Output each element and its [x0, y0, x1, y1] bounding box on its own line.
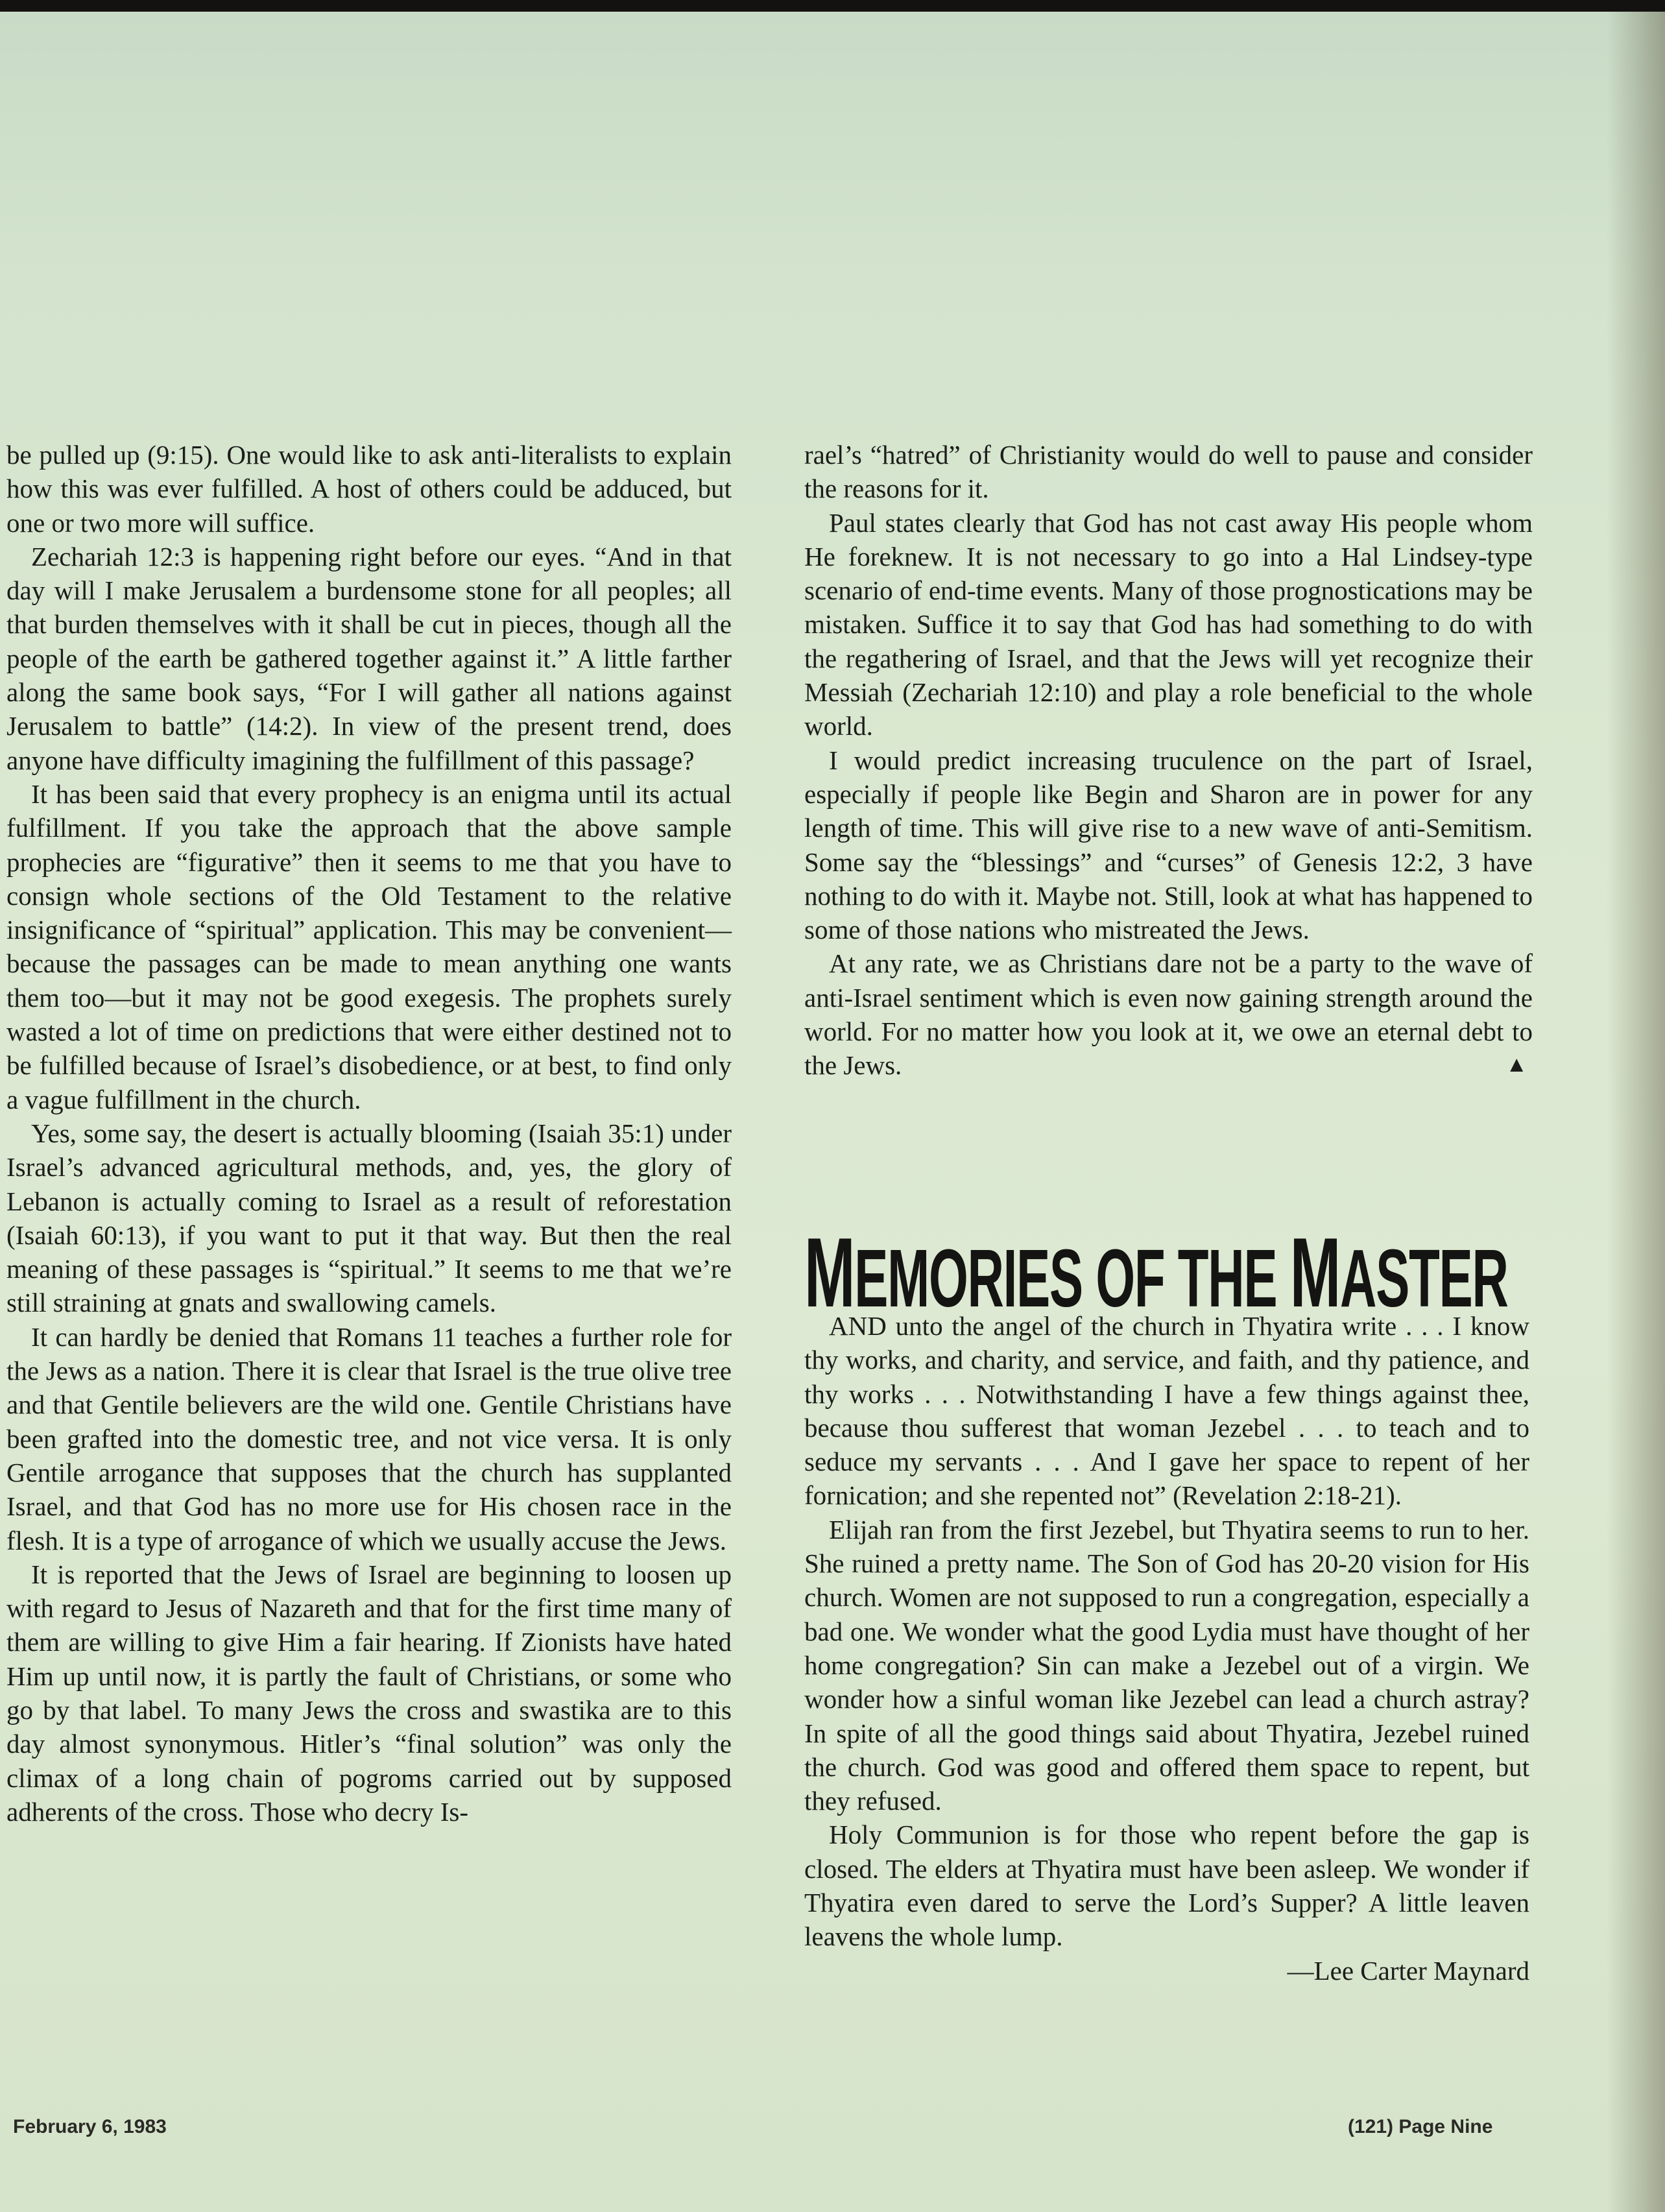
- article-left-column: [6, 438, 732, 1829]
- title-initial: M: [804, 1218, 855, 1328]
- article-paragraph: [804, 946, 1533, 1082]
- title-word: OF THE: [1082, 1232, 1290, 1324]
- article-paragraph: Yes, some say, the desert is actually blooming (Isaiah 35:1) under Israel’s advanced agricultural methods, and, yes, the glory of Lebanon is actually coming to Israel as a result of reforestation (Isaiah 60:13), if you want to put it that way. But then the real meaning of these passages is “spiritual.” It seems to me that we’re still straining at gnats and swallowing camels.: [6, 1118, 732, 1318]
- title-word: ASTER: [1340, 1232, 1508, 1324]
- title-initial: M: [1289, 1218, 1341, 1328]
- sidebar-paragraph: AND unto the angel of the church in Thyatira write . . . I know thy works, and charity, and service, and faith, and thy patience, and thy works . . . Notwithstanding I have a few things against thee, because thou sufferest that woman Jezebel . . . to teach and to seduce my servants . . . And I gave her space to repent of her fornication; and she repented not” (Revelation 2:18-21).: [804, 1311, 1529, 1511]
- sidebar-body: [804, 1309, 1529, 1988]
- article-paragraph: It can hardly be denied that Romans 11 teaches a further role for the Jews as a nation. There it is clear that Israel is the true olive tree and that Gentile believers are the wild one. Gentile Christians have been grafted into the domestic tree, and not vice versa. It is only Gentile arrogance that supposes that the church has supplanted Israel, and that God has no more use for His chosen race in the flesh. It is a type of arrogance of which we usually accuse the Jews.: [6, 1321, 732, 1556]
- footer-page-number: (121) Page Nine: [1348, 2116, 1493, 2137]
- article-paragraph: Zechariah 12:3 is happening right before our eyes. “And in that day will I make Jerusalem a burdensome stone for all peoples; all that burden themselves with it shall be cut in pieces, though all the people of the earth be gathered together against it.” A little farther along the same book says, “For I will gather all nations against Jerusalem to battle” (14:2). In view of the present trend, does anyone have difficulty imagining the fulfillment of this passage?: [6, 541, 732, 775]
- end-of-article-triangle-icon: ▲: [1505, 1053, 1527, 1077]
- article-paragraph: I would predict increasing truculence on the part of Israel, especially if people like Begin and Sharon are in power for any length of time. This will give rise to a new wave of anti-Semitism. Some say the “blessings” and “curses” of Genesis 12:2, 3 have nothing to do with it. Maybe not. Still, look at what has happened to some of those nations who mistreated the Jews.: [804, 745, 1533, 945]
- page-edge-shadow: [1607, 12, 1665, 2212]
- footer-date: February 6, 1983: [13, 2116, 167, 2137]
- article-paragraph: Paul states clearly that God has not cast away His people whom He foreknew. It is not necessary to go into a Hal Lindsey-type scenario of end-time events. Many of those prognostications may be mistaken. Suffice it to say that God has had something to do with the regathering of Israel, and that the Jews will yet recognize their Messiah (Zechariah 12:10) and play a role beneficial to the whole world.: [804, 507, 1533, 741]
- scan-border: [0, 0, 1665, 12]
- article-paragraph: It is reported that the Jews of Israel are beginning to loosen up with regard to Jesus of Nazareth and that for the first time many of them are willing to give Him a fair hearing. If Zionists have hated Him up until now, it is partly the fault of Christians, or some who go by that label. To many Jews the cross and swastika are to this day almost synonymous. Hitler’s “final solution” was only the climax of a long chain of pogroms carried out by supposed adherents of the cross. Those who decry Is-: [6, 1559, 732, 1827]
- article-paragraph: be pulled up (9:15). One would like to ask anti-literalists to explain how this was ever fulfilled. A host of others could be adduced, but one or two more will suffice.: [6, 440, 732, 538]
- article-closing-text: At any rate, we as Christians dare not be a party to the wave of anti-Israel sentiment which is even now gaining strength around the world. For no matter how you look at it, we owe an eternal debt to the Jews.: [804, 948, 1533, 1081]
- article-right-column: [804, 438, 1533, 1083]
- sidebar-paragraph: Holy Communion is for those who repent before the gap is closed. The elders at Thyatira must have been asleep. We wonder if Thyatira even dared to serve the Lord’s Supper? A little leaven leavens the whole lump.: [804, 1820, 1529, 1952]
- article-paragraph: rael’s “hatred” of Christianity would do well to pause and consider the reasons for it.: [804, 440, 1533, 504]
- byline: —Lee Carter Maynard: [1287, 1955, 1529, 1986]
- article-paragraph: It has been said that every prophecy is an enigma until its actual fulfillment. If you take the approach that the above sample prophecies are “figurative” then it seems to me that you have to consign whole sections of the Old Testament to the relative insignificance of “spiritual” application. This may be convenient—because the passages can be made to mean anything one wants them too—but it may not be good exegesis. The prophets surely wasted a lot of time on predictions that were either destined not to be fulfilled because of Israel’s disobedience, or at best, to find only a vague fulfillment in the church.: [6, 778, 732, 1114]
- title-word: EMORIES: [854, 1232, 1083, 1324]
- sidebar-paragraph: Elijah ran from the first Jezebel, but Thyatira seems to run to her. She ruined a pretty name. The Son of God has 20-20 vision for His church. Women are not supposed to run a congregation, especially a bad one. We wonder what the good Lydia must have thought of her home congregation? Sin can make a Jezebel out of a virgin. We wonder how a sinful woman like Jezebel can lead a church astray? In spite of all the good things said about Thyatira, Jezebel ruined the church. God was good and offered them space to repent, but they refused.: [804, 1514, 1529, 1816]
